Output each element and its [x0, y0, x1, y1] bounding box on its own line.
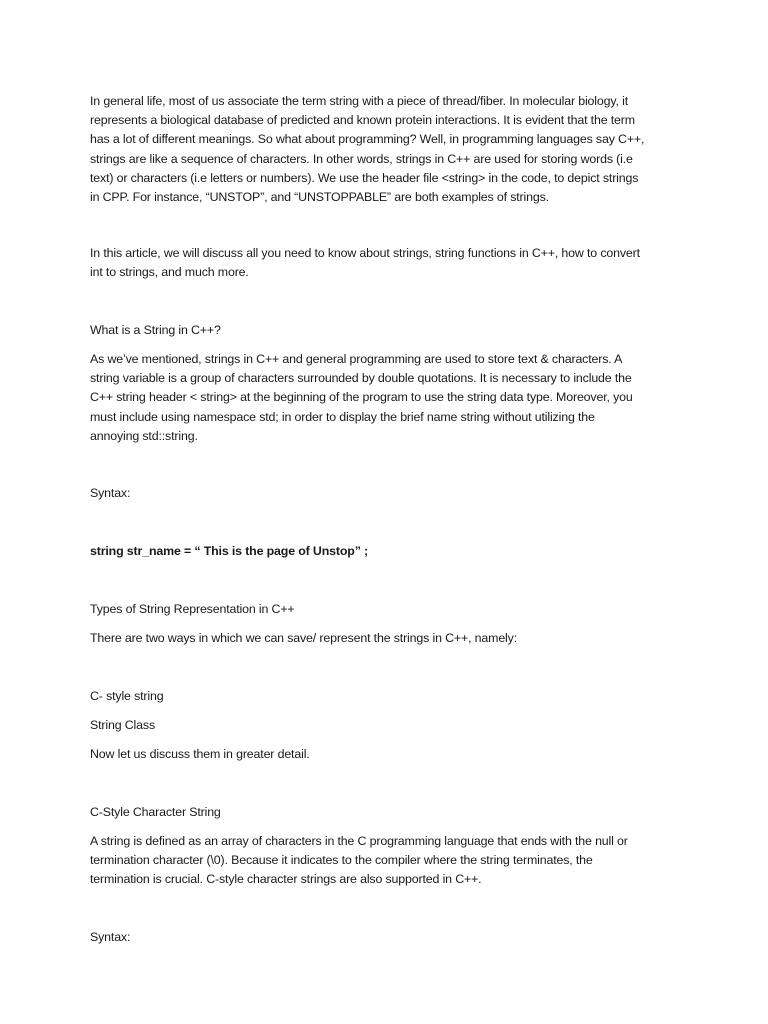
text-line: in CPP. For instance, “UNSTOP”, and “UNSTOPPABLE” are both examples of strings.: [90, 190, 549, 205]
text-line: In general life, most of us associate the term string with a piece of thread/fiber. In molecular biology, it: [90, 94, 628, 108]
text-line: C++ string header < string> at the beginning of the program to use the string data type. Moreover, you: [90, 390, 633, 405]
text-line: text) or characters (i.e letters or numbers). We use the header file <string> in the code, to depict strings: [90, 170, 639, 185]
heading-c-style: C-Style Character String: [90, 805, 221, 819]
what-is-string-paragraph: [90, 350, 690, 446]
c-style-paragraph: [90, 832, 690, 890]
syntax-label: Syntax:: [90, 486, 131, 500]
text-line: must include using namespace std; in order to display the brief name string without utilizing the: [90, 409, 595, 424]
heading-types: Types of String Representation in C++: [90, 602, 295, 616]
text-line: has a lot of different meanings. So what about programming? Well, in programming languages say C++,: [90, 132, 645, 147]
text-line: In this article, we will discuss all you need to know about strings, string functions in C++, how to convert: [90, 246, 640, 260]
text-line: strings are like a sequence of characters. In other words, strings in C++ are used for storing words (i.e: [90, 151, 633, 166]
syntax-label: Syntax:: [90, 930, 131, 944]
text-line: termination is crucial. C-style character strings are also supported in C++.: [90, 872, 482, 887]
types-paragraph: There are two ways in which we can save/ represent the strings in C++, namely:: [90, 631, 517, 645]
text-line: annoying std::string.: [90, 428, 198, 443]
text-line: int to strings, and much more.: [90, 265, 249, 280]
list-item-string-class: String Class: [90, 718, 155, 732]
list-item-c-style: C- style string: [90, 689, 164, 703]
intro-paragraph: [90, 92, 690, 207]
text-line: As we’ve mentioned, strings in C++ and general programming are used to store text & characters. A: [90, 352, 623, 366]
discuss-detail-paragraph: Now let us discuss them in greater detail.: [90, 747, 310, 761]
text-line: represents a biological database of predicted and known protein interactions. It is evident that the term: [90, 113, 635, 128]
text-line: termination character (\0). Because it indicates to the compiler where the string terminates, the: [90, 853, 593, 868]
text-line: string variable is a group of characters surrounded by double quotations. It is necessary to include the: [90, 371, 632, 386]
text-line: A string is defined as an array of characters in the C programming language that ends with the null or: [90, 834, 628, 848]
syntax-code: string str_name = “ This is the page of Unstop” ;: [90, 544, 369, 558]
article-intro-paragraph: [90, 244, 690, 282]
heading-what-is-string: What is a String in C++?: [90, 323, 221, 337]
